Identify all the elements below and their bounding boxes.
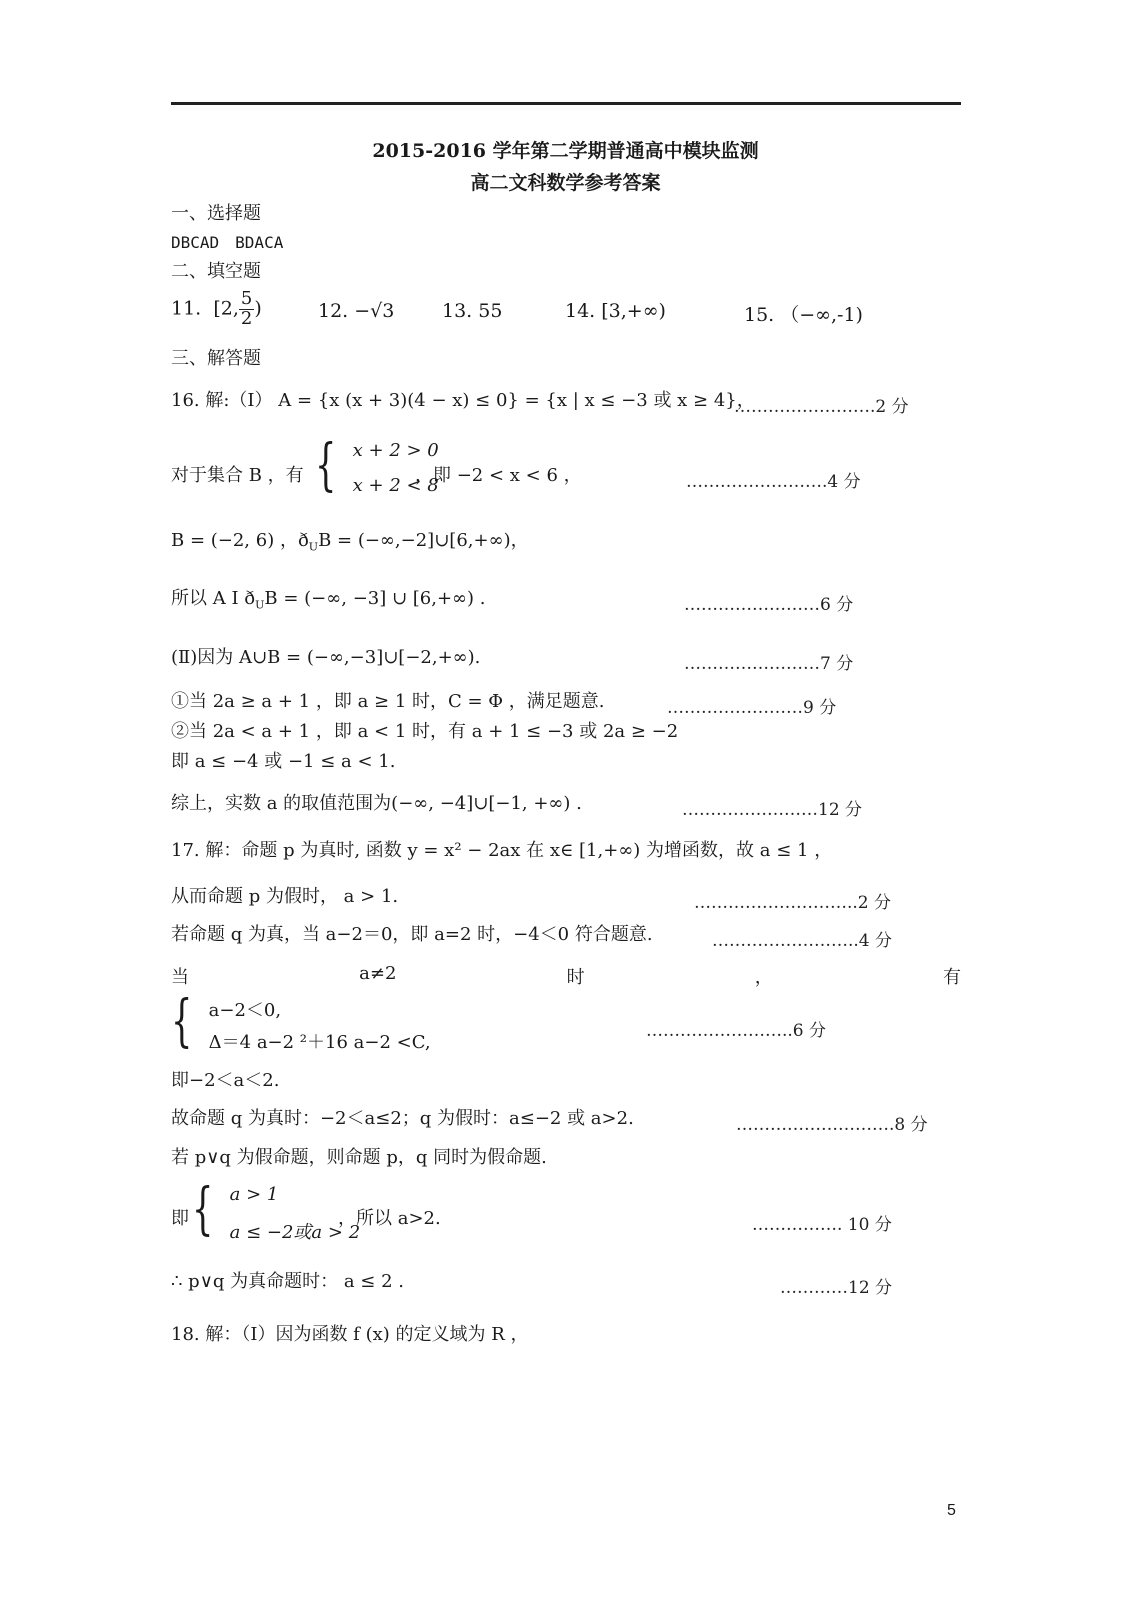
q17-system-delta [171, 989, 431, 1054]
page-number: 5 [947, 1502, 956, 1519]
q16-line4: 所以 A I $ð_UB$ = (−∞, −3] ∪ [6,+∞) . [171, 588, 486, 612]
choice-answers: DBCAD BDACA [171, 233, 284, 252]
justified-word: 当 [171, 967, 189, 988]
q16-line5: (Ⅱ)因为 A∪B = (−∞,−3]∪[−2,+∞). [171, 647, 481, 668]
q17-line7: 故命题 q 为真时：−2＜a≤2；q 为假时：a≤−2 或 a>2. [171, 1108, 634, 1129]
system-row: a−2＜0, [208, 1000, 282, 1021]
left-brace: { [192, 1177, 214, 1242]
fill-answer-11: 11. [2, $\frac{5}{2}$ ) [171, 288, 262, 329]
system-row: Δ＝4 a−2 ²＋16 a−2 <C, [208, 1032, 431, 1053]
system-row: x + 2 > 0 [352, 440, 439, 461]
q17-score3: ……………………..4 分 [712, 931, 893, 951]
q16-score4: ……………………6 分 [684, 595, 854, 615]
justified-word: 时 [566, 967, 585, 988]
q16-line9: 综上，实数 a 的取值范围为(−∞, −4]∪[−1, +∞) . [171, 793, 582, 814]
system-row: x + 2 < 8 [352, 475, 439, 496]
q18-line1: 18. 解：（Ⅰ）因为函数 f (x) 的定义域为 R ， [171, 1324, 529, 1345]
q16-score2: …………………….4 分 [686, 472, 861, 492]
q17-score7: ……………………….8 分 [736, 1115, 928, 1135]
justified-word: 有 [942, 967, 961, 988]
left-brace: { [171, 989, 193, 1054]
choice-heading: 一、选择题 [171, 203, 261, 224]
q17-line9-suffix: ，所以 a>2. [338, 1208, 441, 1229]
q16-score6: ……………………9 分 [667, 698, 837, 718]
page-subtitle: 高二文科数学参考答案 [470, 172, 661, 194]
q16-score9: ……………………12 分 [682, 800, 863, 820]
top-rule [171, 102, 961, 105]
q16-line7: ②当 2a < a + 1 ，即 a < 1 时，有 a + 1 ≤ −3 或 2a ≥ −2 [171, 721, 679, 742]
q16-line8: 即 a ≤ −4 或 −1 ≤ a < 1. [171, 751, 396, 772]
fill-answer-15: 15. （−∞,-1) [744, 304, 863, 326]
q17-score9: ……………. 10 分 [752, 1215, 892, 1235]
q17-line10: ∴ p∨q 为真命题时： a ≤ 2 . [171, 1271, 404, 1292]
q17-score2: ………………………..2 分 [694, 893, 892, 913]
q17-line2: 从而命题 p 为假时， a > 1. [171, 886, 399, 907]
system-row: a ≤ −2或a > 2 [229, 1222, 361, 1243]
fill-answer-12: 12. −√3 [318, 300, 395, 322]
q16-score5: ……………………7 分 [684, 654, 854, 674]
system-row: a > 1 [229, 1184, 279, 1205]
q17-line4 [171, 963, 961, 989]
q16-line3: B = (−2, 6) ，$ð_UB$ = (−∞,−2]∪[6,+∞)， [171, 530, 529, 554]
fill-heading: 二、填空题 [171, 261, 261, 282]
left-brace: { [315, 433, 337, 498]
q17-system-final [192, 1177, 361, 1244]
justified-word: a≠2 [359, 963, 397, 984]
q17-line8: 若 p∨q 为假命题，则命题 p，q 同时为假命题. [171, 1147, 547, 1168]
q17-line3: 若命题 q 为真，当 a−2＝0，即 a=2 时，−4＜0 符合题意. [171, 924, 653, 945]
q16-line2-prefix: 对于集合 B ，有 [171, 465, 304, 486]
q16-line2-suffix: ，即 −2 < x < 6 ， [415, 465, 582, 486]
q17-line6: 即−2＜a＜2. [171, 1070, 280, 1091]
fill-answer-14: 14. [3,+∞) [565, 300, 666, 322]
q17-score10: …………12 分 [780, 1278, 893, 1298]
q17-line9-prefix: 即 [171, 1208, 189, 1229]
fill-answer-13: 13. 55 [442, 300, 503, 322]
q17-score5: ……………………..6 分 [646, 1021, 827, 1041]
q17-line1: 17. 解：命题 p 为真时, 函数 y = x² − 2ax 在 x∈ [1,+∞) 为增函数，故 a ≤ 1 ， [171, 840, 833, 861]
q16-line6: ①当 2a ≥ a + 1 ，即 a ≥ 1 时，C = Φ ，满足题意. [171, 691, 605, 712]
page-title: 2015-2016 学年第二学期普通高中模块监测 [372, 140, 759, 162]
solve-heading: 三、解答题 [171, 348, 261, 369]
fraction: $\frac{5}{2}$ [240, 288, 253, 329]
q16-score1: …………………….2 分 [734, 397, 909, 417]
justified-word: ， [754, 967, 773, 988]
q16-line1: 16. 解:（Ⅰ） A = {x (x + 3)(4 − x) ≤ 0} = {x | x ≤ −3 或 x ≥ 4}， [171, 390, 755, 411]
